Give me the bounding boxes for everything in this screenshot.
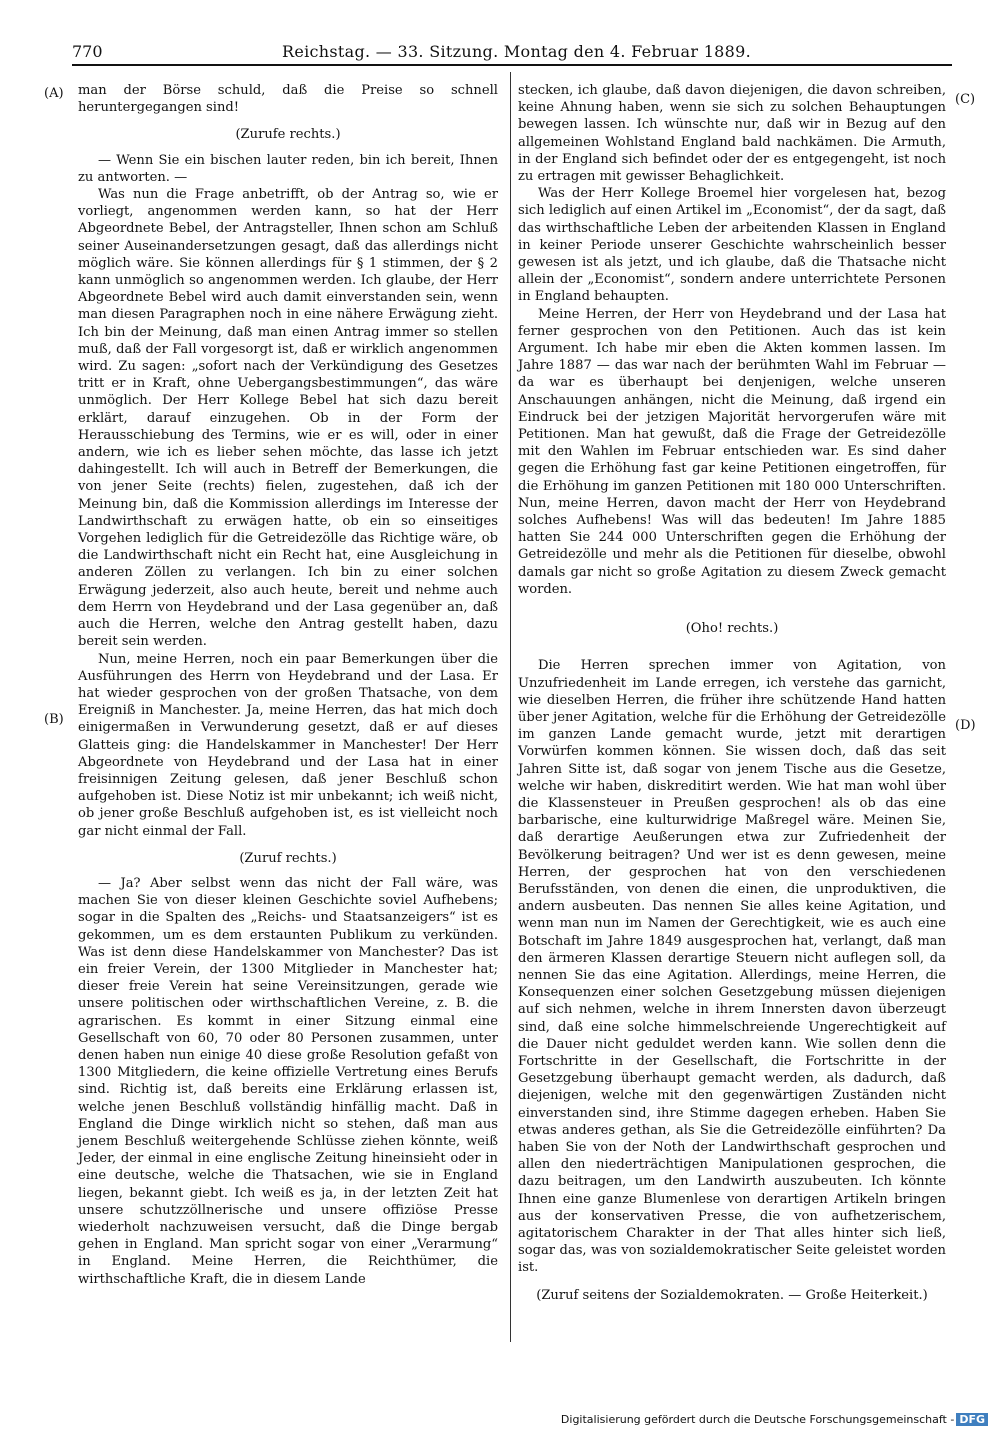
- paragraph: Was nun die Frage anbetrifft, ob der Antrag so, wie er vorliegt, angenommen werden kann, so hat der Herr Abgeordnete Bebel, der Antragsteller, Ihnen schon am Schluß seiner Auseinandersetzungen gesagt, daß das allerdings nicht möglich wäre. Sie können allerdings für § 1 stimmen, der § 2 kann unmöglich so angenommen werden. Ich glaube, der Herr Abgeordnete Bebel wird auch damit einverstanden sein, wenn man diesen Paragraphen noch in eine nähere Erwägung zieht. Ich bin der Meinung, daß man einen Antrag immer so stellen muß, daß der Fall vorgesorgt ist, daß er wirklich angenommen wird. Zu sagen: „sofort nach der Verkündigung des Gesetzes tritt er in Kraft, ohne Uebergangsbestimmungen“, das wäre unmöglich. Der Herr Kollege Bebel hat sich dazu bereit erklärt, darauf einzugehen. Ob in der Form der Herausschiebung des Termins, wie er es will, oder in einer andern, wie ich es lieber sehen möchte, das lasse ich jetzt dahingestellt. Ich will auch in Betreff der Bemerkungen, die von jener Seite (rechts) fielen, zugestehen, daß ich der Meinung bin, daß die Kommission allerdings im Interesse der Landwirthschaft zu erwägen hatte, ob ein so einseitiges Vorgehen lediglich für die Getreidezölle das Richtige wäre, ob die Landwirthschaft nicht ein Recht hat, eine Ausgleichung in anderen Zöllen zu verlangen. Ich bin zu einer solchen Erwägung jederzeit, also auch heute, bereit und nehme auch dem Herrn von Heydebrand und der Lasa gegenüber an, daß auch die Herren, welche den Antrag gestellt haben, dazu bereit sein werden.: [78, 187, 498, 650]
- page-number: 770: [72, 42, 103, 61]
- right-column: [518, 82, 946, 1312]
- paragraph: Meine Herren, der Herr von Heydebrand und der Lasa hat ferner gesprochen von den Petitionen. Auch das ist kein Argument. Ich habe mir eben die Akten kommen lassen. Im Jahre 1887 — das war nach der berühmten Wahl im Februar — da war es überhaupt bei denjenigen, welche unseren Anschauungen anhängen, nicht die Meinung, daß irgend ein Eindruck bei der jetzigen Majorität hervorgerufen wäre mit Petitionen. Man hat gewußt, daß die Frage der Getreidezölle mit den Wahlen im Februar entschieden war. Es sind daher gegen die Erhöhung fast gar keine Petitionen eingetroffen, für die Erhöhung im ganzen Petitionen mit 180 000 Unterschriften. Nun, meine Herren, davon macht der Herr von Heydebrand solches Aufhebens! Was will das bedeuten! Im Jahre 1885 hatten Sie 244 000 Unterschriften gegen die Erhöhung der Getreidezölle und mehr als die Petitionen für dieselbe, obwohl damals gar nicht so große Agitation zu diesem Zweck gemacht worden.: [518, 306, 946, 597]
- header-rule: [72, 64, 952, 66]
- digitization-footer: [561, 1413, 988, 1426]
- interjection: (Zuruf seitens der Sozialdemokraten. — Große Heiterkeit.): [536, 1287, 928, 1303]
- paragraph: — Ja? Aber selbst wenn das nicht der Fall wäre, was machen Sie von dieser kleinen Geschichte soviel Aufhebens; sogar in die Spalten des „Reichs- und Staatsanzeigers“ ist es gekommen, um es dem erstaunten Publikum zu verkünden. Was ist denn diese Handelskammer von Manchester? Das ist ein freier Verein, der 1300 Mitglieder in Manchester hat; dieser freie Verein hat seine Vereinsitzungen, gerade wie unsere politischen oder wirthschaftlichen Vereine, z. B. die agrarischen. Es kommt in einer Sitzung einmal eine Gesellschaft von 60, 70 oder 80 Personen zusammen, unter denen haben nun einige 40 diese große Resolution gefaßt von 1300 Mitgliedern, die keine offizielle Vertretung eines Berufs sind. Richtig ist, daß bereits eine Erklärung erlassen ist, welche jenen Beschluß vollständig hinfällig macht. Daß in England die Dinge wirklich nicht so stehen, daß man aus jenem Beschluß weitergehende Schlüsse ziehen könnte, weiß Jeder, der einmal in eine englische Zeitung hineinsieht oder in eine deutsche, welche die Thatsachen, wie sie in England liegen, bekannt giebt. Ich weiß es ja, in der letzten Zeit hat unsere schutzzöllnerische und unsere offiziöse Presse wiederholt nachzuweisen versucht, daß die Dinge bergab gehen in England. Man spricht sogar von einer „Verarmung“ in England. Meine Herren, die Reichthümer, die wirthschaftliche Kraft, die in diesem Lande: [78, 875, 498, 1287]
- footer-text: Digitalisierung gefördert durch die Deutsche Forschungsgemeinschaft -: [560, 1413, 955, 1426]
- margin-marker-b: (B): [44, 712, 64, 727]
- paragraph: Was der Herr Kollege Broemel hier vorgelesen hat, bezog sich lediglich auf einen Artikel im „Economist“, der da sagt, daß das wirthschaftliche Leben der arbeitenden Klassen in England in keiner Periode unserer Geschichte wahrscheinlich besser gewesen ist als jetzt, und ich glaube, daß die Thatsache nicht allein der „Economist“, sondern andere unterrichtete Personen in England behaupten.: [518, 186, 946, 305]
- paragraph: Die Herren sprechen immer von Agitation, von Unzufriedenheit im Lande erregen, ich verstehe das garnicht, wie dieselben Herren, die früher ihre schützende Hand hatten über jener Agitation, welche für die Erhöhung der Getreidezölle im ganzen Lande gemacht wurde, jetzt mit derartigen Vorwürfen kommen können. Sie wissen doch, daß das seit Jahren Sitte ist, daß sogar von jenem Tische aus die Gesetze, welche wir haben, diskreditirt werden. Wie hat man wohl über die Klassensteuer in Preußen gesprochen! als ob das eine barbarische, eine kulturwidrige Maßregel wäre. Meinen Sie, daß derartige Aeußerungen etwa zur Zufriedenheit der Bevölkerung beitragen? Und wer ist es denn gewesen, meine Herren, der gesprochen hat von den verschiedenen Berufsständen, von denen die einen, die unproduktiven, die andern ausbeuten. Das nennen Sie alles keine Agitation, und wenn man nun im Namen der Gerechtigkeit, wie es auch eine Botschaft im Jahre 1849 ausgesprochen hat, verlangt, daß man den ärmeren Klassen derartige Steuern nicht auflegen soll, da nennen Sie das eine Agitation. Allerdings, meine Herren, die Konsequenzen einer solchen Gesetzgebung müssen diejenigen auf sich nehmen, welche in ihrem Innersten davon überzeugt sind, daß eine solche himmelschreiende Ungerechtigkeit auf die Dauer nicht geduldet werden kann. Wie sollen denn die Fortschritte in der Gesellschaft, die Fortschritte in der Gesetzgebung überhaupt gemacht werden, als dadurch, daß diejenigen, welche mit den gegenwärtigen Zuständen nicht einverstanden sind, ihre Stimme dagegen erheben. Haben Sie etwas anderes gethan, als Sie die Getreidezölle einführten? Da haben Sie von der Noth der Landwirthschaft gesprochen und allen den niederträchtigen Manipulationen gesprochen, die dazu beitragen, um den Landwirth auszubeuten. Ich könnte Ihnen eine ganze Blumenlese von derartigen Artikeln bringen aus der konservativen Presse, die von aufhetzerischem, agitatorischem Charakter in der That alles hinter sich ließ, sogar das, was von sozialdemokratischer Seite geleistet worden ist.: [518, 658, 946, 1276]
- margin-marker-d: (D): [955, 718, 976, 733]
- paragraph: stecken, ich glaube, daß davon diejenigen, die davon schreiben, keine Ahnung haben, wenn sie sich zu solchen Behauptungen bewegen lassen. Ich wünschte nur, daß wir in Bezug auf den allgemeinen Wohlstand England bald nachkämen. Die Armuth, in der England sich befindet oder der es entgegengeht, ist noch zu ertragen mit gewisser Behaglichkeit.: [518, 83, 946, 185]
- paragraph: man der Börse schuld, daß die Preise so schnell heruntergegangen sind!: [78, 83, 498, 116]
- interjection: (Zuruf rechts.): [239, 850, 337, 866]
- paragraph: — Wenn Sie ein bischen lauter reden, bin ich bereit, Ihnen zu antworten. —: [78, 152, 498, 185]
- interjection: (Zurufe rechts.): [235, 127, 341, 143]
- column-divider: [510, 72, 511, 1342]
- margin-marker-a: (A): [44, 86, 64, 101]
- paragraph: Nun, meine Herren, noch ein paar Bemerkungen über die Ausführungen des Herrn von Heydebrand und der Lasa. Er hat wieder gesprochen von der großen Thatsache, von dem Ereigniß in Manchester. Ja, meine Herren, das hat mich doch einigermaßen in Verwunderung gesetzt, daß er auf dieses Glatteis ging: die Handelskammer in Manchester! Der Herr Abgeordnete von Heydebrand und der Lasa hat in einer freisinnigen Zeitung gelesen, daß jener Beschluß schon aufgehoben ist. Diese Notiz ist mir unbekannt; ich weiß nicht, ob jener große Beschluß aufgehoben ist, es ist vielleicht noch gar nicht einmal der Fall.: [78, 651, 498, 839]
- running-title: Reichstag. — 33. Sitzung. Montag den 4. Februar 1889.: [282, 42, 752, 61]
- interjection: (Oho! rechts.): [685, 621, 779, 637]
- margin-marker-c: (C): [955, 92, 976, 107]
- dfg-logo: DFG: [956, 1413, 988, 1426]
- page-header: [0, 0, 1000, 70]
- left-column: [78, 82, 498, 1288]
